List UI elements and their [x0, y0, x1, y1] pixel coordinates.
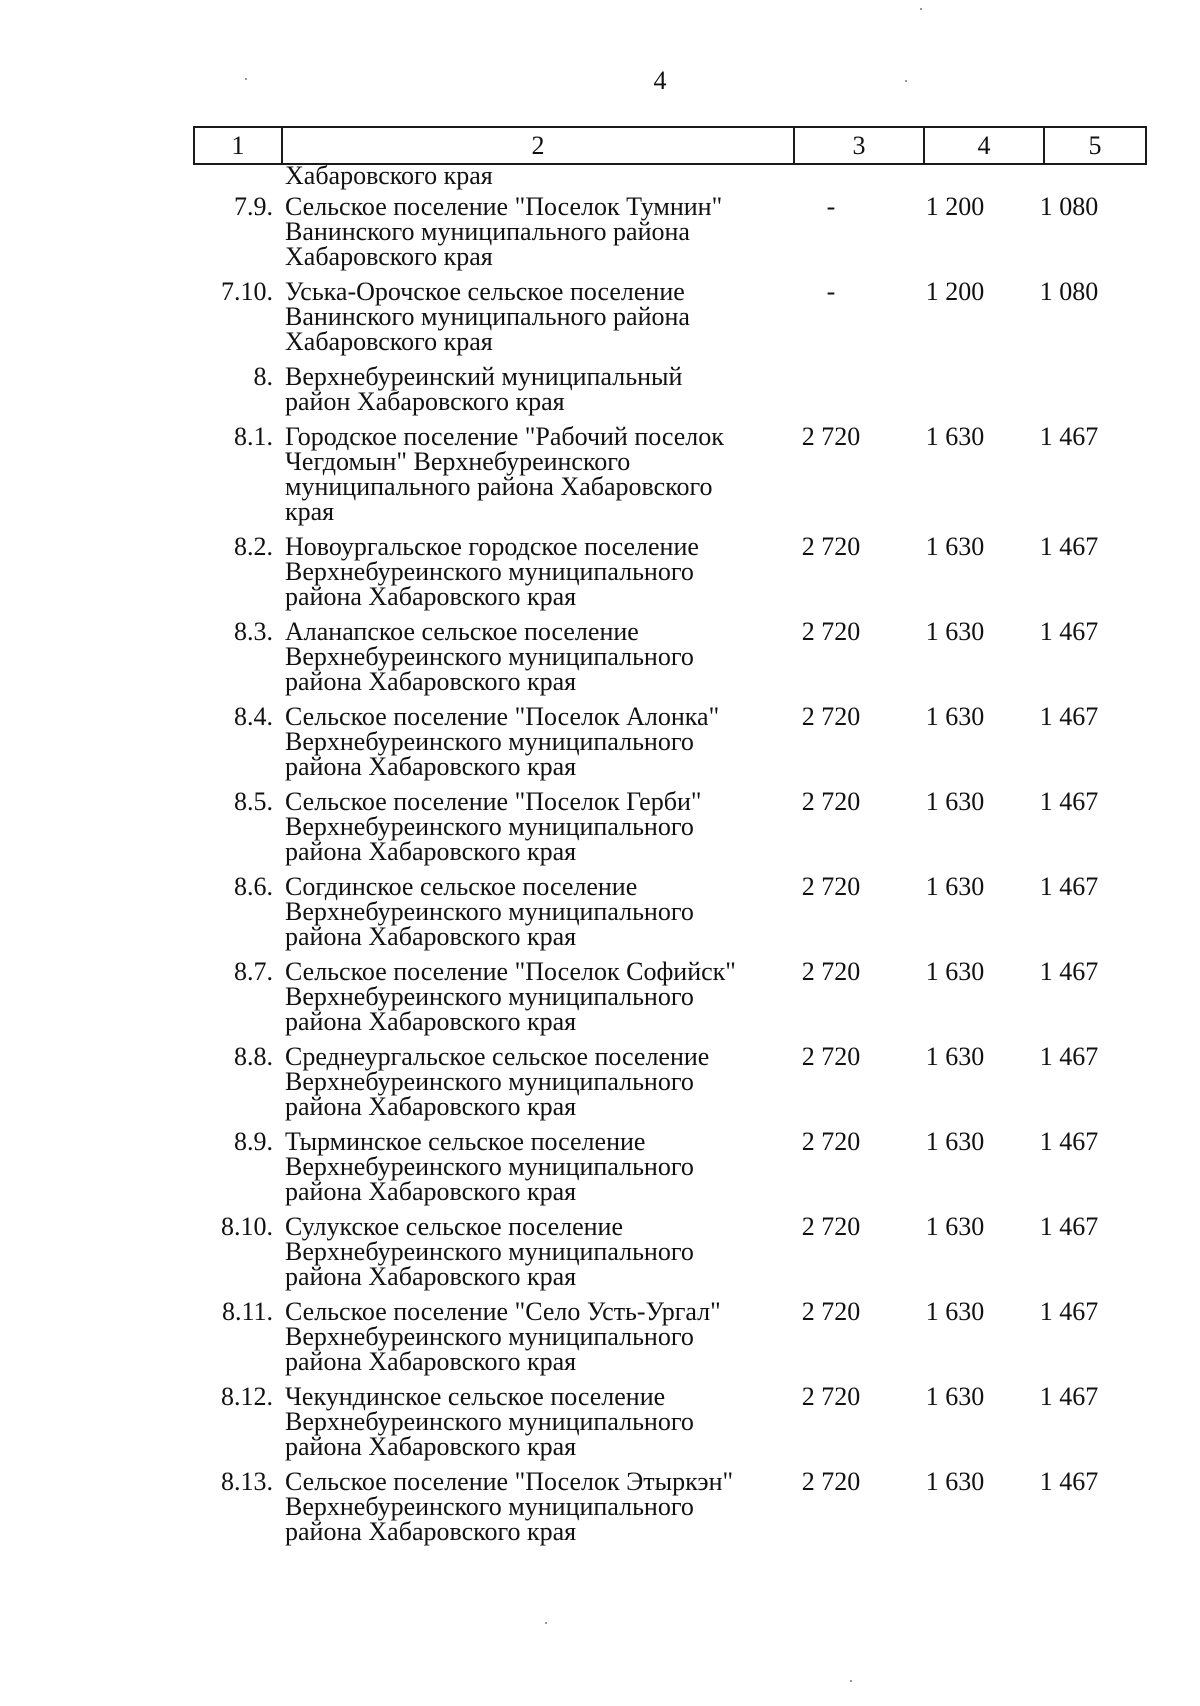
row-number: 8.7.	[234, 957, 273, 986]
row-value-col4	[895, 364, 1015, 424]
row-value-col3: 2 720	[801, 422, 861, 451]
scan-speck	[905, 80, 907, 82]
table-row	[193, 959, 1123, 1044]
row-value-col5: 1 467	[1039, 1042, 1099, 1071]
continuation-text: Хабаровского края	[285, 161, 493, 190]
row-name: Городское поселение "Рабочий поселок Чегдомын" Верхнебуреинского муниципального района Хабаровского края	[285, 422, 724, 526]
row-value-col5: 1 467	[1039, 787, 1099, 816]
row-value-col4: 1 630	[925, 872, 985, 901]
table-body	[193, 163, 1123, 1554]
settlement-table	[193, 163, 1123, 1554]
row-value-col4: 1 630	[925, 1297, 985, 1326]
row-number: 8.10.	[221, 1212, 273, 1241]
row-value-col4: 1 630	[925, 1467, 985, 1496]
row-value-col3: 2 720	[801, 1297, 861, 1326]
row-value-col5: 1 467	[1039, 1467, 1099, 1496]
row-value-col5: 1 467	[1039, 617, 1099, 646]
row-name: Сельское поселение "Поселок Софийск" Верхнебуреинского муниципального района Хабаровского края	[285, 957, 736, 1036]
row-name: Тырминское сельское поселение Верхнебуреинского муниципального района Хабаровского края	[285, 1127, 694, 1206]
scan-speck	[245, 78, 247, 80]
table-row	[193, 1469, 1123, 1554]
row-number: 7.10.	[221, 277, 273, 306]
row-value-col4: 1 630	[925, 617, 985, 646]
scan-speck	[545, 1622, 547, 1624]
row-value-col4: 1 630	[925, 1382, 985, 1411]
row-value-col5: 1 080	[1039, 277, 1099, 306]
row-value-col3: 2 720	[801, 1212, 861, 1241]
row-value-col4: 1 630	[925, 532, 985, 561]
row-name: Сулукское сельское поселение Верхнебуреинского муниципального района Хабаровского края	[285, 1212, 694, 1291]
row-value-col5: 1 467	[1039, 702, 1099, 731]
row-number: 8.1.	[234, 422, 273, 451]
row-value-col5: 1 467	[1039, 1212, 1099, 1241]
table-row	[193, 1384, 1123, 1469]
scan-speck	[850, 1680, 852, 1682]
page-number: 4	[653, 66, 667, 95]
header-col-2: 2	[282, 127, 794, 164]
row-number: 8.3.	[234, 617, 273, 646]
header-col-5: 5	[1044, 127, 1146, 164]
header-row	[194, 127, 1146, 164]
row-value-col5: 1 080	[1039, 192, 1099, 221]
row-value-col5: 1 467	[1039, 1127, 1099, 1156]
row-value-col3: 2 720	[801, 702, 861, 731]
row-name: Сельское поселение "Село Усть-Ургал" Верхнебуреинского муниципального района Хабаровского края	[285, 1297, 721, 1376]
row-number: 8.11.	[221, 1297, 273, 1326]
continuation-row	[193, 163, 1123, 194]
row-value-col3: 2 720	[801, 872, 861, 901]
row-value-col3: 2 720	[801, 532, 861, 561]
row-value-col4: 1 200	[925, 192, 985, 221]
row-value-col3: 2 720	[801, 957, 861, 986]
row-value-col4: 1 630	[925, 1127, 985, 1156]
table-row	[193, 619, 1123, 704]
row-number: 8.9.	[234, 1127, 273, 1156]
row-value-col3: 2 720	[801, 1042, 861, 1071]
row-value-col3: 2 720	[801, 617, 861, 646]
row-value-col5	[1015, 364, 1123, 424]
table-header	[193, 126, 1147, 165]
header-col-1: 1	[194, 127, 282, 164]
row-value-col5: 1 467	[1039, 1382, 1099, 1411]
row-name: Среднеургальское сельское поселение Верхнебуреинского муниципального района Хабаровского края	[285, 1042, 710, 1121]
row-value-col4: 1 630	[925, 1212, 985, 1241]
row-value-col5: 1 467	[1039, 532, 1099, 561]
row-value-col3	[767, 364, 895, 424]
scan-speck	[920, 8, 922, 10]
row-number: 8.	[253, 362, 273, 391]
table-row	[193, 1129, 1123, 1214]
table-row	[193, 704, 1123, 789]
row-value-col3: -	[826, 277, 836, 306]
row-number: 8.4.	[234, 702, 273, 731]
table-row	[193, 424, 1123, 534]
table-row	[193, 1299, 1123, 1384]
row-value-col4: 1 630	[925, 787, 985, 816]
row-number: 8.12.	[221, 1382, 273, 1411]
continuation-num	[193, 163, 285, 194]
row-value-col4: 1 630	[925, 957, 985, 986]
row-number: 8.13.	[221, 1467, 273, 1496]
table-row	[193, 1044, 1123, 1129]
row-number: 8.6.	[234, 872, 273, 901]
table-row	[193, 364, 1123, 424]
row-name: Чекундинское сельское поселение Верхнебуреинского муниципального района Хабаровского края	[285, 1382, 694, 1461]
row-name: Согдинское сельское поселение Верхнебуреинского муниципального района Хабаровского края	[285, 872, 694, 951]
row-name: Верхнебуреинский муниципальный район Хабаровского края	[285, 362, 683, 416]
row-number: 8.8.	[234, 1042, 273, 1071]
row-name: Сельское поселение "Поселок Герби" Верхнебуреинского муниципального района Хабаровского края	[285, 787, 702, 866]
row-value-col3: 2 720	[801, 1127, 861, 1156]
row-number: 8.2.	[234, 532, 273, 561]
row-value-col3: 2 720	[801, 1382, 861, 1411]
row-value-col4: 1 630	[925, 702, 985, 731]
table-row	[193, 194, 1123, 279]
row-name: Уська-Орочское сельское поселение Ванинского муниципального района Хабаровского края	[285, 277, 690, 356]
row-value-col4: 1 630	[925, 1042, 985, 1071]
row-name: Аланапское сельское поселение Верхнебуреинского муниципального района Хабаровского края	[285, 617, 694, 696]
row-value-col4: 1 200	[925, 277, 985, 306]
row-name: Сельское поселение "Поселок Тумнин" Ванинского муниципального района Хабаровского края	[285, 192, 723, 271]
table-row	[193, 1214, 1123, 1299]
header-col-4: 4	[924, 127, 1044, 164]
row-value-col5: 1 467	[1039, 1297, 1099, 1326]
row-number: 8.5.	[234, 787, 273, 816]
table-row	[193, 279, 1123, 364]
row-value-col5: 1 467	[1039, 422, 1099, 451]
row-value-col5: 1 467	[1039, 957, 1099, 986]
table-row	[193, 789, 1123, 874]
row-value-col3: -	[826, 192, 836, 221]
row-name: Сельское поселение "Поселок Этыркэн" Верхнебуреинского муниципального района Хабаровского края	[285, 1467, 734, 1546]
table-row	[193, 534, 1123, 619]
row-value-col5: 1 467	[1039, 872, 1099, 901]
row-name: Новоургальское городское поселение Верхнебуреинского муниципального района Хабаровского края	[285, 532, 699, 611]
header-col-3: 3	[794, 127, 924, 164]
row-value-col4: 1 630	[925, 422, 985, 451]
row-value-col3: 2 720	[801, 787, 861, 816]
table-row	[193, 874, 1123, 959]
row-number: 7.9.	[234, 192, 273, 221]
row-value-col3: 2 720	[801, 1467, 861, 1496]
row-name: Сельское поселение "Поселок Алонка" Верхнебуреинского муниципального района Хабаровского края	[285, 702, 720, 781]
